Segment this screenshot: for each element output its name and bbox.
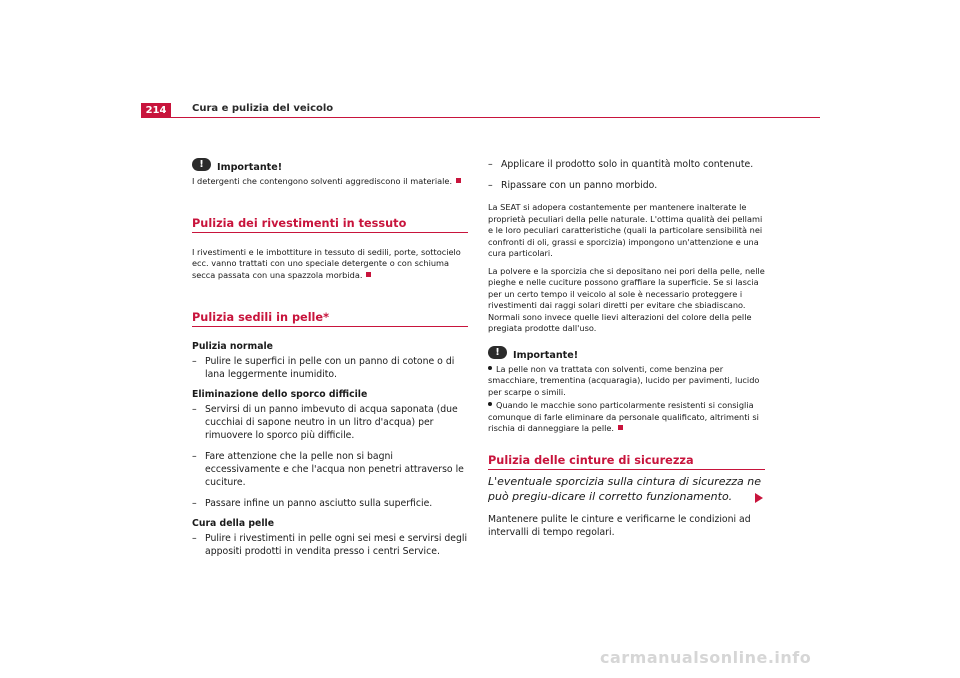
bullet-item: Quando le macchie sono particolarmente resistenti si consiglia comunque di farle eliminare da personale qualificato, altrimenti si rischia di danneggiare la pelle.: [488, 400, 759, 433]
left-column: [192, 158, 468, 558]
continue-arrow-icon: [755, 493, 763, 503]
fabric-text: I rivestimenti e le imbottiture in tessuto di sedili, porte, sottocielo ecc. vanno trattati con uno speciale detergente o con schiuma secca passata con una spazzola morbida.: [192, 246, 461, 280]
bullet-item: La pelle non va trattata con solventi, come benzina per smacchiare, trementina (acquaragia), lucido per pavimenti, lucido per scarpe o simili.: [488, 363, 760, 397]
subhead-normal: Pulizia normale: [192, 341, 273, 352]
warning-title: Importante!: [217, 162, 283, 173]
list-item: – Pulire le superfici in pelle con un panno di cotone o di lana leggermente inumidito.: [192, 355, 468, 381]
subhead-care: Cura della pelle: [192, 518, 275, 529]
end-mark-icon: [618, 425, 623, 430]
page-number: 214: [141, 103, 171, 118]
chapter-title: Cura e pulizia del veicolo: [192, 103, 334, 114]
section-title-belts: Pulizia delle cinture di sicurezza: [488, 454, 765, 470]
paragraph: La SEAT si adopera costantemente per mantenere inalterate le proprietà peculiari della pelle naturale. L'ottima qualità dei pellami e le loro peculiari caratteristiche (quali la particolare sensibilità nei confronti di oli, grassi e sporcizia) impongono un'attenzione e una cura particolari.: [488, 202, 763, 258]
right-column: [488, 158, 765, 539]
end-mark-icon: [366, 272, 371, 277]
end-mark-icon: [456, 178, 461, 183]
warning-icon: !: [192, 158, 211, 171]
bullet-icon: [488, 402, 492, 406]
list-item: – Ripassare con un panno morbido.: [488, 179, 765, 192]
bullet-icon: [488, 366, 492, 370]
list-item: – Fare attenzione che la pelle non si bagni eccessivamente e che l'acqua non penetri attraverso le cuciture.: [192, 450, 468, 489]
list-item: – Passare infine un panno asciutto sulla superficie.: [192, 497, 468, 510]
subhead-difficult: Eliminazione dello sporco difficile: [192, 389, 368, 400]
list-item: – Applicare il prodotto solo in quantità molto contenute.: [488, 158, 765, 171]
paragraph: La polvere e la sporcizia che si depositano nei pori della pelle, nelle pieghe e nelle cuciture possono graffiare la superficie. Se si lascia per un certo tempo il veicolo al sole è necessario proteggere i rivestimenti dai raggi solari diretti per evitare che sbiadiscano. Normali sono invece quelle lievi alterazioni del colore della pelle pregiata prodotte dall'uso.: [488, 265, 765, 333]
header-rule: [141, 117, 820, 118]
warning-text: I detergenti che contengono solventi aggrediscono il materiale.: [192, 176, 468, 188]
watermark: carmanualsonline.info: [600, 648, 812, 667]
belts-text: Mantenere pulite le cinture e verificarne le condizioni ad intervalli di tempo regolari.: [488, 513, 751, 538]
warning-heading: [192, 158, 468, 173]
warning-heading: [488, 346, 765, 361]
warning-icon: !: [488, 346, 507, 359]
section-title-fabric: Pulizia dei rivestimenti in tessuto: [192, 217, 468, 233]
list-item: – Servirsi di un panno imbevuto di acqua saponata (due cucchiai di sapone neutro in un litro d'acqua) per rimuovere lo sporco più difficile.: [192, 403, 468, 442]
warning-title: Importante!: [513, 349, 579, 361]
list-item: – Pulire i rivestimenti in pelle ogni sei mesi e servirsi degli appositi prodotti in vendita presso i centri Service.: [192, 532, 468, 558]
section-title-leather: Pulizia sedili in pelle*: [192, 311, 468, 327]
belts-lead: L'eventuale sporcizia sulla cintura di sicurezza ne può pregiu-dicare il corretto funzionamento.: [488, 474, 761, 503]
